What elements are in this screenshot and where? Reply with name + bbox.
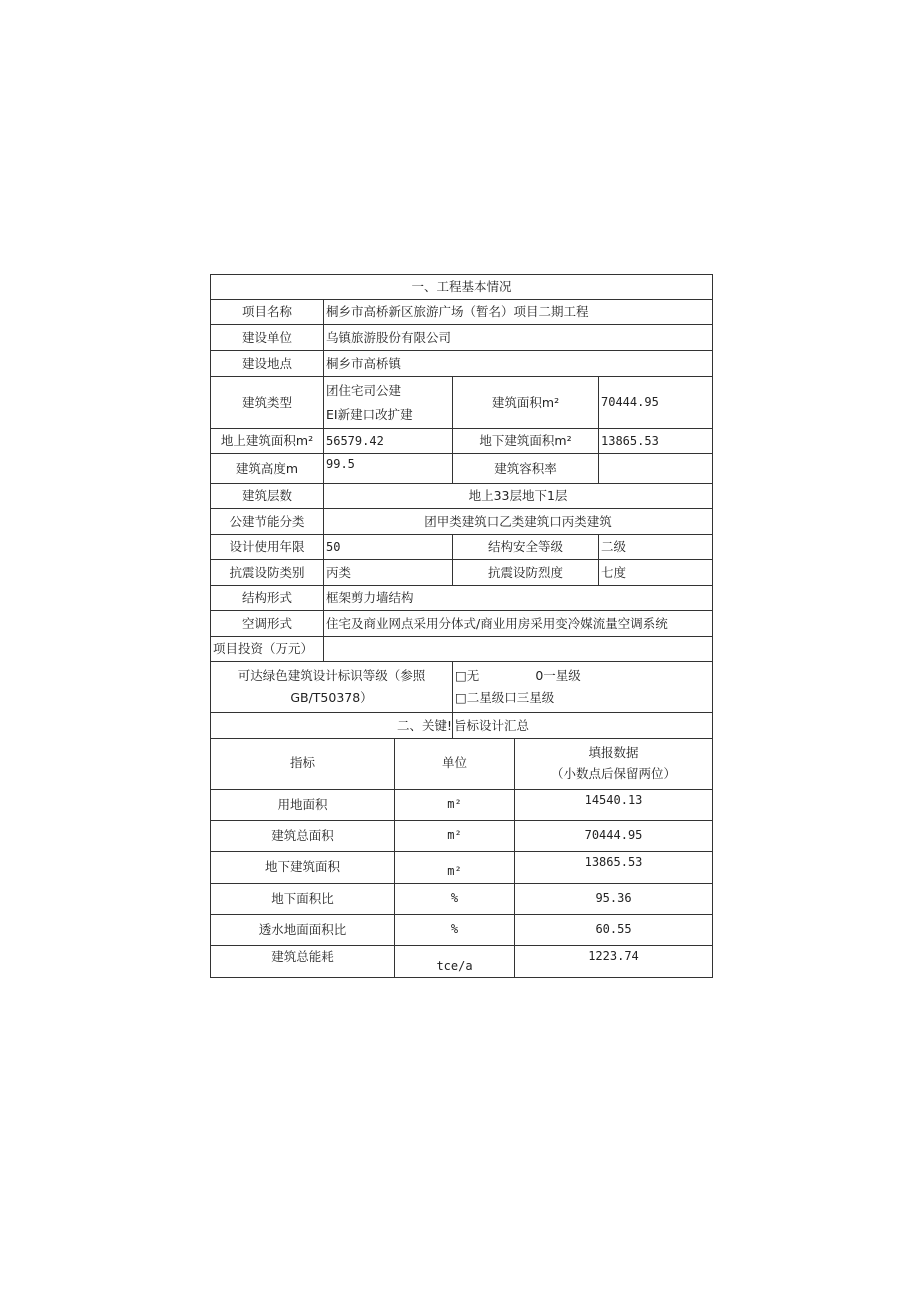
seismic-category-value: 丙类: [324, 560, 453, 586]
building-type-line-2: EI新建口改扩建: [326, 406, 413, 422]
design-life-value: 50: [324, 535, 453, 560]
project-name-value: 桐乡市高桥新区旅游广场（暂名）项目二期工程: [324, 300, 713, 325]
indicator-name: 地下建筑面积: [211, 851, 395, 883]
key-indicator-summary-table: [210, 738, 713, 978]
col-header-data-line-2: （小数点后保留两位）: [550, 766, 676, 782]
structure-type-value: 框架剪力墙结构: [324, 586, 713, 611]
indicator-name: 用地面积: [211, 789, 395, 820]
energy-class-label: 公建节能分类: [211, 509, 324, 535]
structure-type-label: 结构形式: [211, 586, 324, 611]
floor-area-ratio-value: [599, 454, 713, 484]
indicator-value: 70444.95: [515, 820, 713, 851]
green-rating-label-line-1: 可达绿色建筑设计标识等级（参照: [237, 668, 426, 684]
ac-type-value: 住宅及商业网点采用分体式/商业用房采用变冷媒流量空调系统: [324, 611, 713, 637]
investment-value: [324, 637, 713, 662]
location-value: 桐乡市高桥镇: [324, 351, 713, 377]
builder-value: 乌镇旅游股份有限公司: [324, 325, 713, 351]
investment-label: 项目投资（万元）: [211, 637, 324, 662]
building-height-label: 建筑高度m: [211, 454, 324, 484]
indicator-value: 13865.53: [515, 851, 713, 883]
table-row: [211, 789, 713, 820]
location-label: 建设地点: [211, 351, 324, 377]
floor-area-ratio-label: 建筑容积率: [453, 454, 599, 484]
section-2-title-left: 二、关键!: [211, 713, 453, 739]
table-row: [211, 820, 713, 851]
underground-area-label: 地下建筑面积m²: [453, 429, 599, 454]
green-rating-options-line-2: □二星级口三星级: [455, 690, 555, 705]
section-1-title: 一、工程基本情况: [211, 275, 713, 300]
indicator-name: 透水地面面积比: [211, 914, 395, 945]
green-rating-label: [211, 662, 453, 713]
above-ground-area-value: 56579.42: [324, 429, 453, 454]
seismic-intensity-label: 抗震设防烈度: [453, 560, 599, 586]
indicator-unit: %: [395, 914, 515, 945]
indicator-unit: m²: [395, 820, 515, 851]
green-rating-label-line-2: GB/T50378）: [290, 690, 373, 705]
building-area-value: 70444.95: [599, 377, 713, 429]
project-basic-info-table: [210, 274, 713, 739]
table-row: [211, 914, 713, 945]
indicator-name: 建筑总面积: [211, 820, 395, 851]
structural-safety-label: 结构安全等级: [453, 535, 599, 560]
table-row: [211, 945, 713, 977]
seismic-intensity-value: 七度: [599, 560, 713, 586]
green-option-none: □无: [455, 668, 480, 684]
building-type-value: [324, 377, 453, 429]
indicator-name: 建筑总能耗: [211, 945, 395, 977]
indicator-unit: tce/a: [395, 945, 515, 977]
underground-area-value: 13865.53: [599, 429, 713, 454]
energy-class-value: 团甲类建筑口乙类建筑口丙类建筑: [324, 509, 713, 535]
building-type-line-1: 团住宅司公建: [326, 382, 402, 398]
structural-safety-value: 二级: [599, 535, 713, 560]
table-row: [211, 851, 713, 883]
indicator-unit: m²: [395, 789, 515, 820]
building-area-label: 建筑面积m²: [453, 377, 599, 429]
indicator-value: 95.36: [515, 883, 713, 914]
project-name-label: 项目名称: [211, 300, 324, 325]
indicator-value: 14540.13: [515, 789, 713, 820]
floors-value: 地上33层地下1层: [324, 484, 713, 509]
indicator-unit: %: [395, 883, 515, 914]
builder-label: 建设单位: [211, 325, 324, 351]
table-row: [211, 883, 713, 914]
indicator-name: 地下面积比: [211, 883, 395, 914]
indicator-value: 60.55: [515, 914, 713, 945]
section-2-title-right: 旨标设计汇总: [453, 713, 713, 739]
seismic-category-label: 抗震设防类别: [211, 560, 324, 586]
design-life-label: 设计使用年限: [211, 535, 324, 560]
building-height-value: 99.5: [324, 454, 453, 484]
ac-type-label: 空调形式: [211, 611, 324, 637]
floors-label: 建筑层数: [211, 484, 324, 509]
col-header-unit: 单位: [395, 738, 515, 789]
green-option-one-star: 0一星级: [535, 668, 581, 684]
col-header-data-line-1: 填报数据: [588, 744, 639, 760]
col-header-data: [515, 738, 713, 789]
green-rating-options-line-1: [455, 668, 710, 684]
indicator-value: 1223.74: [515, 945, 713, 977]
green-rating-options: [453, 662, 713, 713]
indicator-unit: m²: [395, 851, 515, 883]
above-ground-area-label: 地上建筑面积m²: [211, 429, 324, 454]
col-header-indicator: 指标: [211, 738, 395, 789]
building-type-label: 建筑类型: [211, 377, 324, 429]
